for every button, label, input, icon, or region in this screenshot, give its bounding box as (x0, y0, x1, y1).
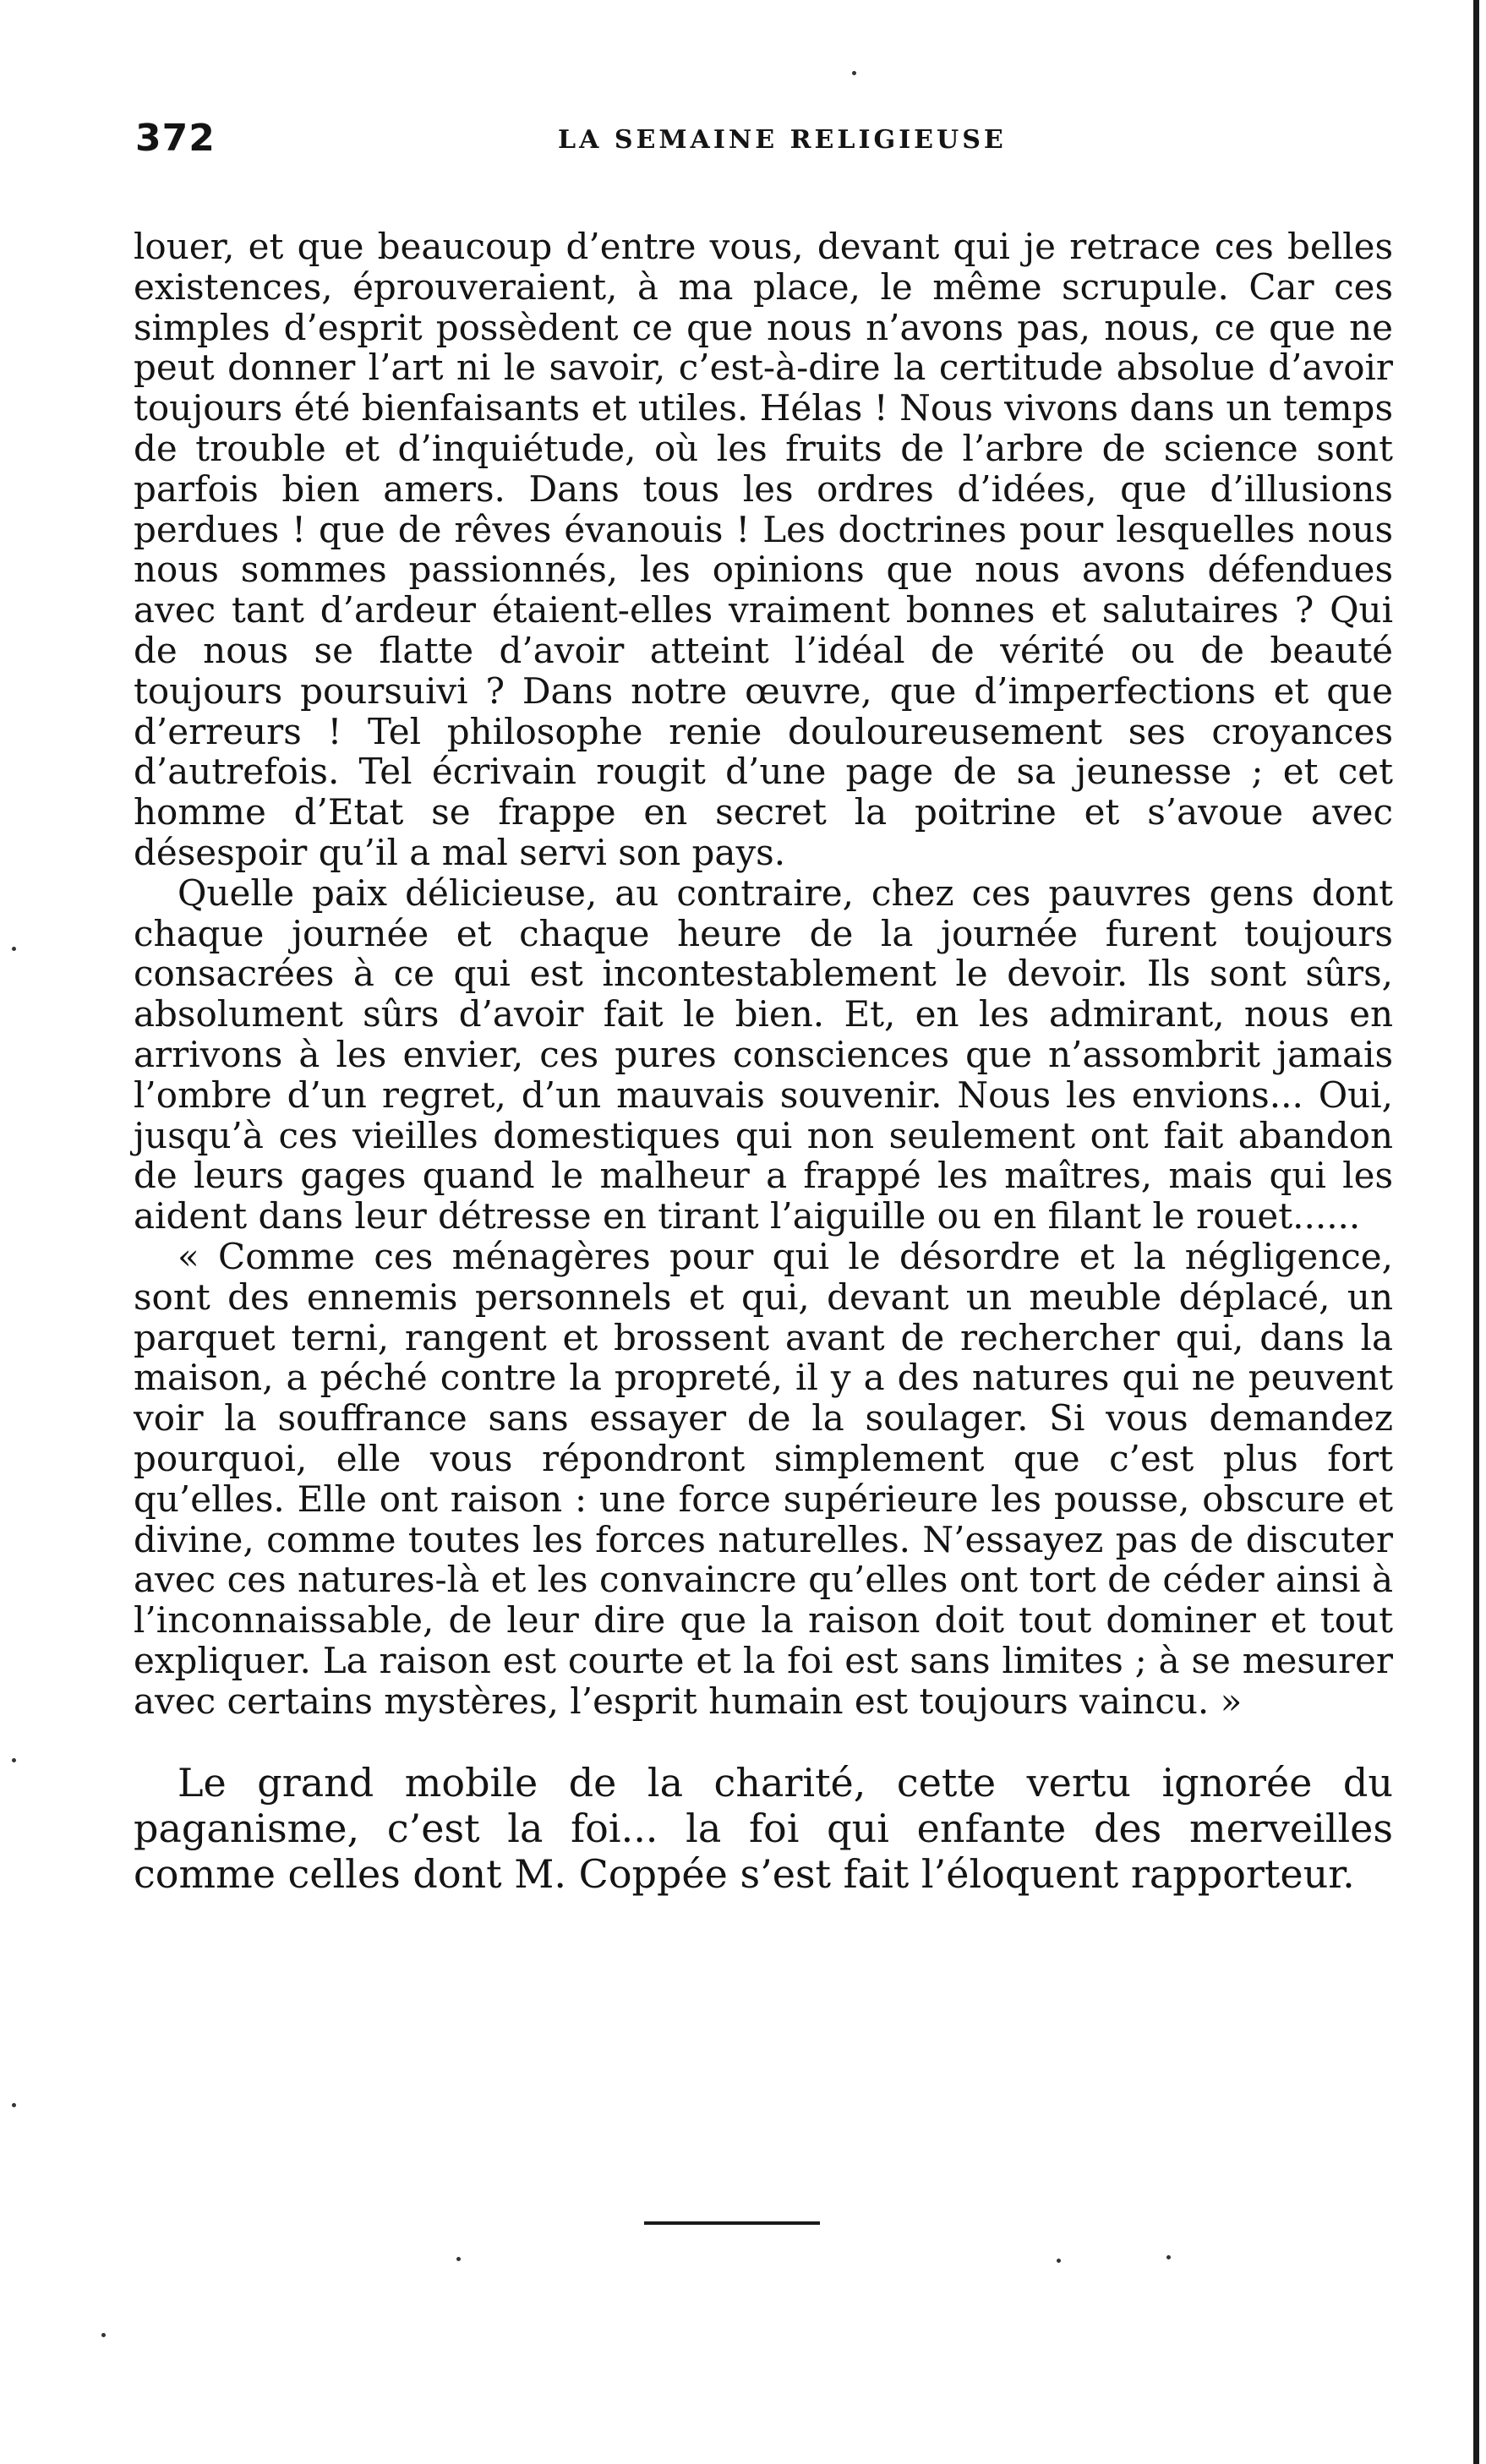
scan-speck (101, 2333, 106, 2337)
scan-speck (12, 1758, 16, 1762)
scan-speck (12, 947, 16, 951)
paragraph-quiet-consciences: Quelle paix délicieuse, au contraire, chez ces pauvres gens dont chaque journée et chaque heure de la journée furent toujours consacrées à ce qui est incontestablement le devoir. Ils sont sûrs, absolument sûrs d’avoir fait le bien. Et, en les admirant, nous en arrivons à les envier, ces pures consciences que n’assombrit jamais l’ombre d’un regret, d’un mauvais souvenir. Nous les envions... Oui, jusqu’à ces vieilles domestiques qui non seulement ont fait abandon de leurs gages quand le malheur a frappé les maîtres, mais qui les aident dans leur détresse en tirant l’aiguille ou en filant le rouet...... (134, 871, 1393, 1237)
scan-speck (1166, 2255, 1171, 2259)
page-edge-rule (1473, 0, 1479, 2464)
paragraph-quotation: « Comme ces ménagères pour qui le désordre et la négligence, sont des ennemis personnels et qui, devant un meuble déplacé, un parquet terni, rangent et brossent avant de rechercher qui, dans la maison, a péché contre la propreté, il y a des natures qui ne peuvent voir la souffrance sans essayer de la soulager. Si vous demandez pourquoi, elle vous répondront simplement que c’est plus fort qu’elles. Elle ont raison : une force supérieure les pousse, obscure et divine, comme toutes les forces naturelles. N’essayez pas de discuter avec ces natures-là et les convaincre qu’elles ont tort de céder ainsi à l’inconnaissable, de leur dire que la raison doit tout dominer et tout expliquer. La raison est courte et la foi est sans limites ; à se mesurer avec certains mystères, l’esprit humain est toujours vaincu. » (134, 1235, 1393, 1722)
scan-speck (12, 2103, 16, 2107)
body-text (134, 227, 1393, 1897)
page-number: 372 (135, 117, 216, 160)
paragraph-continuation: louer, et que beaucoup d’entre vous, devant qui je retrace ces belles existences, éprouveraient, à ma place, le même scrupule. Car ces simples d’esprit possèdent ce que nous n’avons pas, nous, ce que ne peut donner l’art ni le savoir, c’est-à-dire la certitude absolue d’avoir toujours été bienfaisants et utiles. Hélas ! Nous vivons dans un temps de trouble et d’inquiétude, où les fruits de l’arbre de science sont parfois bien amers. Dans tous les ordres d’idées, que d’illusions perdues ! que de rêves évanouis ! Les doctrines pour lesquelles nous nous sommes passionnés, les opinions que nous avons défendues avec tant d’ardeur étaient-elles vraiment bonnes et salutaires ? Qui de nous se flatte d’avoir atteint l’idéal de vérité ou de beauté toujours poursuivi ? Dans notre œuvre, que d’imperfections et que d’erreurs ! Tel philosophe renie douloureusement ses croyances d’autrefois. Tel écrivain rougit d’une page de sa jeunesse ; et cet homme d’Etat se frappe en secret la poitrine et s’avoue avec désespoir qu’il a mal servi son pays. (134, 226, 1393, 873)
page-header (135, 117, 1386, 167)
scan-speck (1057, 2259, 1061, 2263)
paragraph-closing: Le grand mobile de la charité, cette vertu ignorée du paganisme, c’est la foi... la foi qui enfante des merveilles comme celles dont M. Coppée s’est fait l’éloquent rapporteur. (134, 1760, 1393, 1898)
running-title: LA SEMAINE RELIGIEUSE (558, 125, 1007, 155)
scan-speck (852, 71, 856, 75)
end-rule (644, 2221, 820, 2225)
scan-speck (456, 2257, 461, 2261)
